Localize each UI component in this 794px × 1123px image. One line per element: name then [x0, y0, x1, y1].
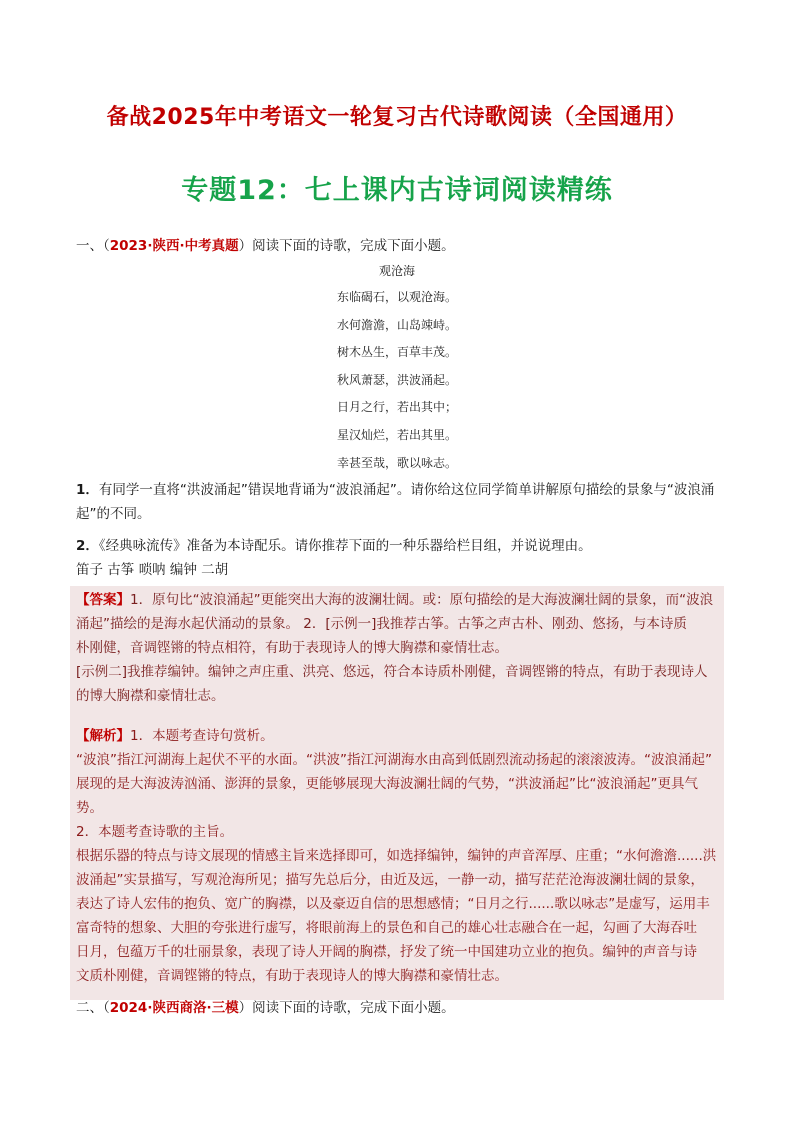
poem-block [0, 264, 794, 483]
question-1: 1．有同学一直将“洪波涌起”错误地背诵为“波浪涌起”。请你给这位同学简单讲解原句描绘的景象与“波浪涌 起”的不同。 [76, 482, 715, 522]
poem-line: 水何澹澹，山岛竦峙。 [336, 317, 457, 332]
section-suffix: ）阅读下面的诗歌，完成下面小题。 [238, 238, 455, 254]
answer-block: 【答案】1．原句比“波浪涌起”更能突出大海的波澜壮阔。或：原句描绘的是大海波澜壮阔的景象，而“波浪 涌起”描绘的是海水起伏涌动的景象。 2．[示例一]我推荐古筝。古筝之声古朴、刚劲、悠扬，与本诗质 朴刚健，音调铿锵的特点相符，有助于表现诗人的博大胸襟和豪情壮志。 [示例二]我推荐编钟。编钟之声庄重、洪亮、悠远，符合本诗质朴刚健，音调铿锵的特点，有助于表现诗人 的博大胸襟和豪情壮志。 [76, 592, 714, 704]
answer-label: 【答案】 [76, 592, 130, 608]
section-prefix: 一、（ [76, 238, 110, 254]
poem-line: 树木丛生，百草丰茂。 [336, 345, 457, 360]
poem-line: 秋风萧瑟，洪波涌起。 [336, 372, 457, 387]
question-number: 2． [76, 538, 99, 554]
document-subtitle: 专题12：七上课内古诗词阅读精练 [181, 175, 613, 206]
poem-line: 星汉灿烂，若出其里。 [336, 427, 457, 442]
section-one-intro [76, 234, 455, 254]
poem-line: 东临碣石，以观沧海。 [336, 290, 457, 304]
analysis-label: 【解析】 [76, 728, 130, 744]
question-2: 2．《经典咏流传》准备为本诗配乐。请你推荐下面的一种乐器给栏目组，并说说理由。 笛子 古筝 唢呐 编钟 二胡 [76, 534, 722, 582]
poem-line: 日月之行，若出其中； [336, 400, 457, 415]
question-source: 2024·陕西商洛·三模 [109, 1000, 239, 1016]
section-two-intro: 二、（2024·陕西商洛·三模）阅读下面的诗歌，完成下面小题。 [76, 1000, 455, 1016]
document-title: 备战2025年中考语文一轮复习古代诗歌阅读（全国通用） [106, 105, 688, 130]
question-source: 2023·陕西·中考真题 [109, 238, 239, 254]
poem-line: 幸甚至哉，歌以咏志。 [336, 455, 457, 470]
poem-title: 观沧海 [378, 264, 415, 278]
instrument-list: 笛子 古筝 唢呐 编钟 二胡 [76, 562, 229, 578]
analysis-block: 【解析】1．本题考查诗句赏析。 “波浪”指江河湖海上起伏不平的水面。“洪波”指江河湖海水由高到低剧烈流动扬起的滚滚波涛。“波浪涌起” 展现的是大海波涛汹涌、澎湃的景象，更能够展现大海波澜壮阔的气势，“洪波涌起”比“波浪涌起”更具气势。 2．本题考查诗歌的主旨。 根据乐器的特点与诗文展现的情感主旨来选择即可，如选择编钟，编钟的声音浑厚、庄重；“水何澹澹......洪 波涌起”实景描写，写观沧海所见；描写先总后分，由近及远，一静一动，描写茫茫沧海波澜壮阔的景象， 表达了诗人宏伟的抱负、宽广的胸襟，以及豪迈自信的思想感情；“日月之行......歌以咏志”是虚写，运用丰 富奇特的想象、大胆的夸张进行虚写，将眼前海上的景色和自己的雄心壮志融合在一起，勾画了大海吞吐 日月，包蕴万千的壮丽景象，表现了诗人开阔的胸襟，抒发了统一中国建功立业的抱负。编钟的声音与诗 文质朴刚健，音调铿锵的特点，有助于表现诗人的博大胸襟和豪情壮志。 [76, 728, 717, 984]
question-number: 1． [76, 482, 99, 498]
